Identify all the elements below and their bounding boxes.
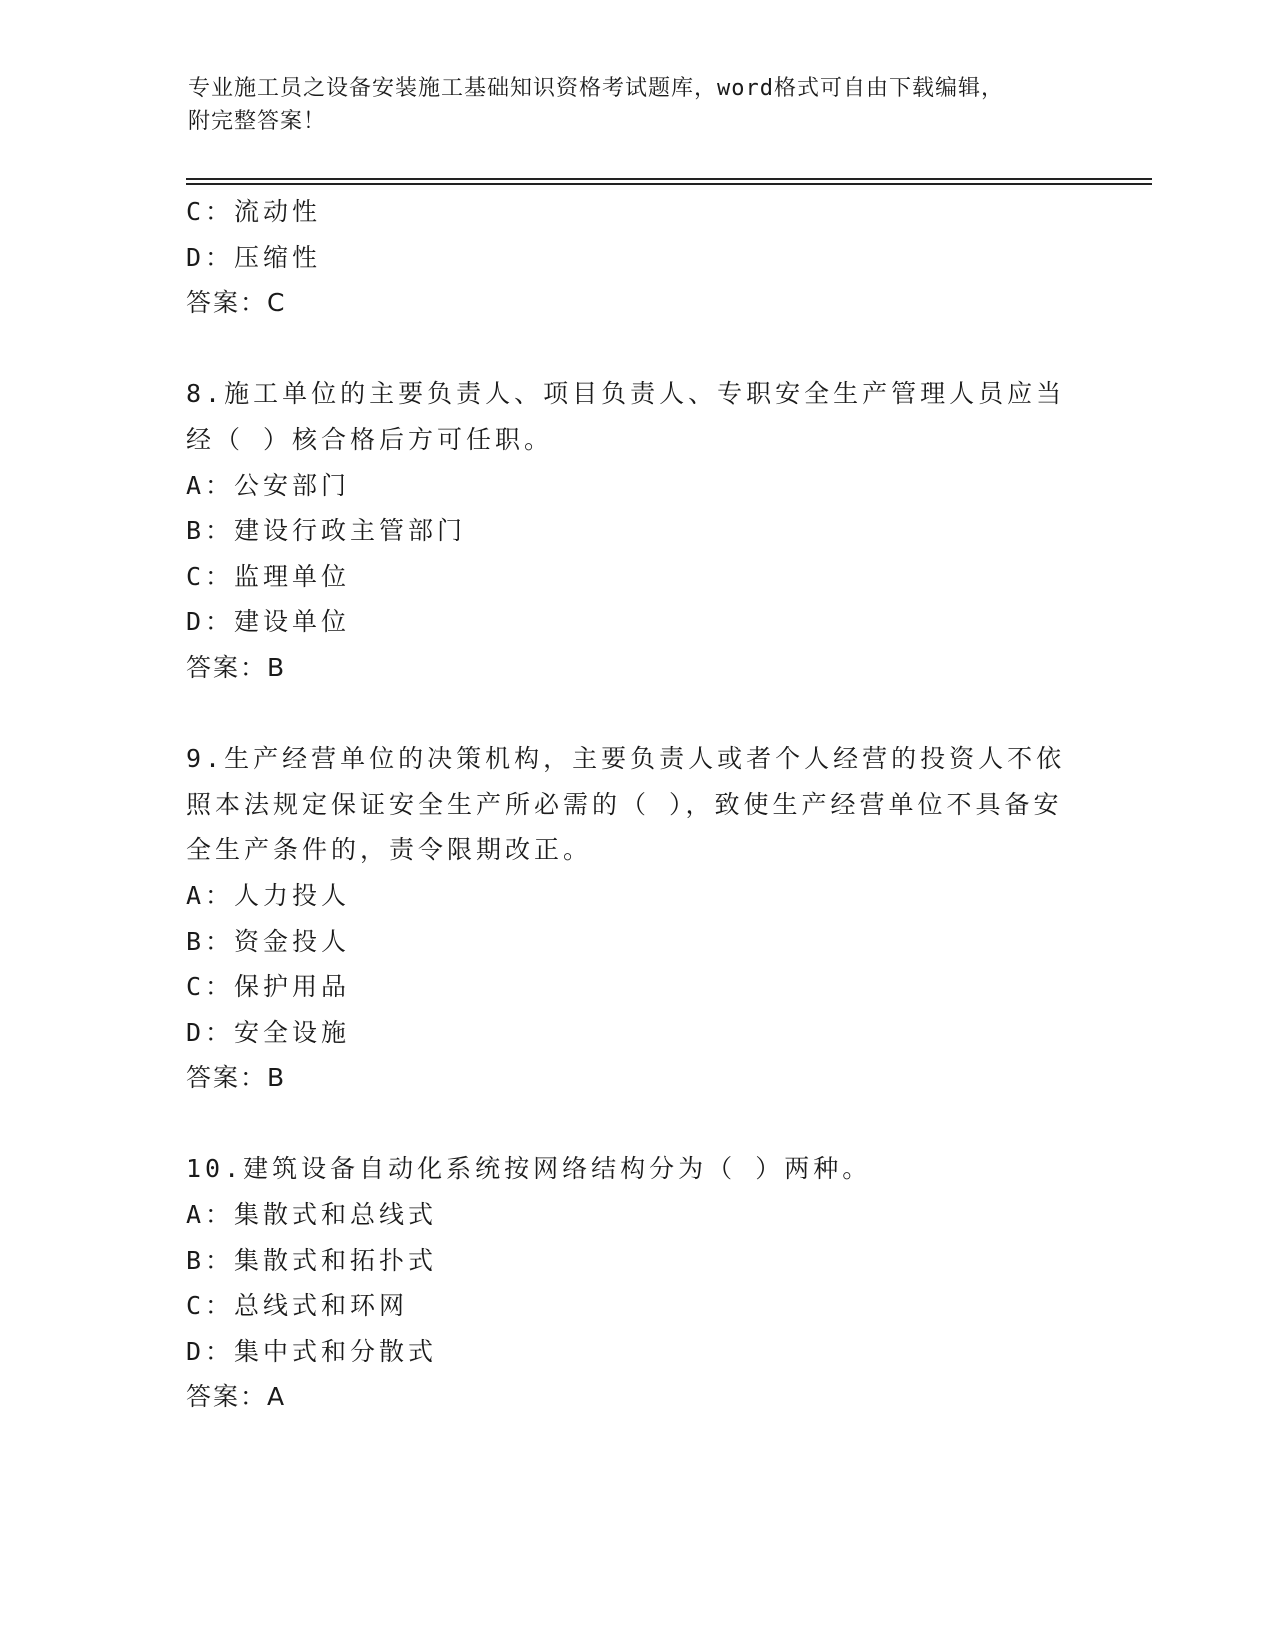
header-line-2: 附完整答案！ xyxy=(188,109,327,134)
previous-question-tail xyxy=(186,189,1086,326)
header-rule-bottom xyxy=(186,183,1152,185)
spacer xyxy=(186,691,1086,737)
option-d: D：集中式和分散式 xyxy=(186,1336,438,1366)
question-10 xyxy=(186,1146,1086,1420)
option-a: A：集散式和总线式 xyxy=(186,1200,438,1230)
answer-line: 答案：A xyxy=(186,1382,287,1412)
question-8 xyxy=(186,371,1086,690)
answer-line: 答案：B xyxy=(186,1063,287,1093)
option-c: C：监理单位 xyxy=(186,561,351,591)
option-b: B：资金投人 xyxy=(186,926,351,956)
option-d: D：压缩性 xyxy=(186,242,322,272)
question-content xyxy=(186,189,1086,1420)
answer-line: 答案：B xyxy=(186,652,287,682)
option-a: A：人力投人 xyxy=(186,880,351,910)
question-stem-line: 8.施工单位的主要负责人、项目负责人、专职安全生产管理人员应当 xyxy=(186,379,1066,409)
option-d: D：安全设施 xyxy=(186,1017,351,1047)
question-stem-line: 9.生产经营单位的决策机构，主要负责人或者个人经营的投资人不依 xyxy=(186,744,1066,774)
spacer xyxy=(186,326,1086,372)
question-stem-line: 全生产条件的，责令限期改正。 xyxy=(186,835,593,865)
document-header xyxy=(188,72,1088,138)
header-rule-top xyxy=(186,178,1152,180)
header-line-1: 专业施工员之设备安装施工基础知识资格考试题库，word格式可自由下载编辑， xyxy=(188,76,1004,101)
option-c: C：流动性 xyxy=(186,197,322,226)
question-stem-line: 照本法规定保证安全生产所必需的（ ），致使生产经营单位不具备安 xyxy=(186,789,1063,819)
option-b: B：建设行政主管部门 xyxy=(186,516,467,546)
question-9 xyxy=(186,736,1086,1101)
option-c: C：总线式和环网 xyxy=(186,1291,409,1321)
spacer xyxy=(186,1101,1086,1147)
option-a: A：公安部门 xyxy=(186,470,351,500)
question-stem-line: 经（ ）核合格后方可任职。 xyxy=(186,424,554,454)
option-c: C：保护用品 xyxy=(186,972,351,1002)
question-stem-line: 10.建筑设备自动化系统按网络结构分为（ ）两种。 xyxy=(186,1154,872,1184)
answer-line: 答案：C xyxy=(186,288,287,318)
option-b: B：集散式和拓扑式 xyxy=(186,1245,438,1275)
option-d: D：建设单位 xyxy=(186,607,351,637)
